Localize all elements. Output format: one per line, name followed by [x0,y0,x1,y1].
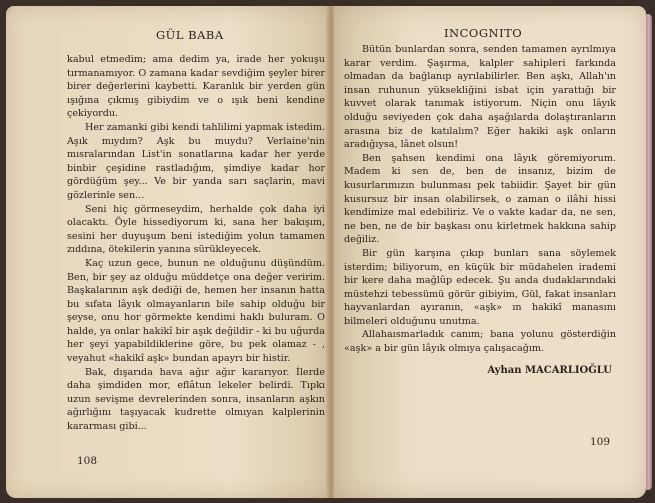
right-page-number: 109 [590,436,611,448]
left-running-header: GÜL BABA [156,28,224,42]
right-body-text [344,43,616,377]
left-body-text [67,53,325,434]
left-paragraph: Kaç uzun gece, bunun ne olduğunu düşündüm. Ben, bir şey az olduğu müddetçe ona değer veririm. Başkalarının aşk dediği de, hemen her insanın hatta bu sıfata lâyık olmayanların bile sahip olduğu bir şeyse, onu hor görmekte kendimi haklı buluram. O halde, ya onlar hakikî bir aşık değildir - ki bu uğurda her şeyi yapabildiklerine göre, bu pek olamaz - , veyahut «hakikî aşk» bundan apayrı bir histir. [67,257,325,365]
right-page [334,6,646,498]
left-page [6,6,330,498]
right-paragraph: Allahaısmarladık canım; bana yolunu gösterdiğin «aşk» a bir gün lâyık olmıya çalışacağım. [344,329,616,355]
page-edge [646,14,652,490]
right-paragraph: Bütün bunlardan sonra, senden tamamen ayrılmıya karar verdim. Şaşırma, kalpler sahipleri farkında olmadan da bağlanıp ayrılabilirler. Ben aşkı, Allah'ın insan ruhunun yüksekliğini isbat için yarattığı bir kuvvet olarak tanımak istiyorum. Niçin onu lâyık olduğu seviyeden çok daha aşağılarda dolaştıranların arasına biz de katılalım? Eğer hakiki aşk onların aradığıysa, lânet olsun! [344,44,616,151]
right-running-header: INCOGNITO [444,26,523,40]
left-paragraph: Bak, dışarıda hava ağır ağır kararıyor. İlerde daha şimdiden mor, eflâtun lekeler belirdi. Tıpkı uzun sevişme devrelerinden sonra, insanların aşkın ağırlığını taşıyacak kudrette olmıyan kalplerinin kararması gibi... [67,366,325,433]
author-signature: Ayhan MACARLIOĞLU [487,364,612,376]
right-paragraph: Bir gün karşına çıkıp bunları sana söylemek isterdim; biliyorum, en küçük bir müdahelen irademi bir kere daha mağlûp edecek. Şu anda dudaklarındaki müstehzi tebessümü görür gibiyim, Gül, fakat insanları hayvanlardan ayıranın, «aşk» ın hakikî manasını bilmeleri olduğunu unutma. [344,247,616,327]
left-page-number: 108 [77,455,98,467]
left-paragraph: Her zamanki gibi kendi tahlilimi yapmak istedim. Aşık mıydım? Aşk bu muydu? Verlaine'nin mısralarından List'in sonatlarına kadar her yerde binbir çeşidine rastladığım, şimdiye kadar hor gördüğüm şey... Ve bir yanda sarı saçlarin, mavi gözlerinle sen... [67,121,325,201]
left-paragraph: kabul etmedim; ama dedim ya, irade her yokuşu tırmanamıyor. O zamana kadar sevdiğim şeyler birer birer değerlerini kaybetti. Karanlık bir yerden gün ışığına çıkmış gibiydim ve o ışık beni kendine çekiyordu. [67,54,325,120]
right-paragraph: Ben şahsen kendimi ona lâyık göremiyorum. Madem ki sen de, ben de insanız, bizim de kusurlarımızın bulunması pek tabiidir. Şayet bir gün kusursuz bir insan olabilirsek, o zaman o ilâhi hissi kendimize mal edebiliriz. Ve o vakte kadar da, ne sen, ne ben, ne de bir başkası onu kirletmek hakkına sahip değiliz. [344,152,616,246]
left-paragraph: Seni hiç görmeseydim, herhalde çok daha iyi olacaktı. Öyle hissediyorum ki, sana her bakışım, sesini her duyuşum beni istediğim yolun tamamen zıddına, ötekilerin yanına sürükleyecek. [67,203,325,256]
